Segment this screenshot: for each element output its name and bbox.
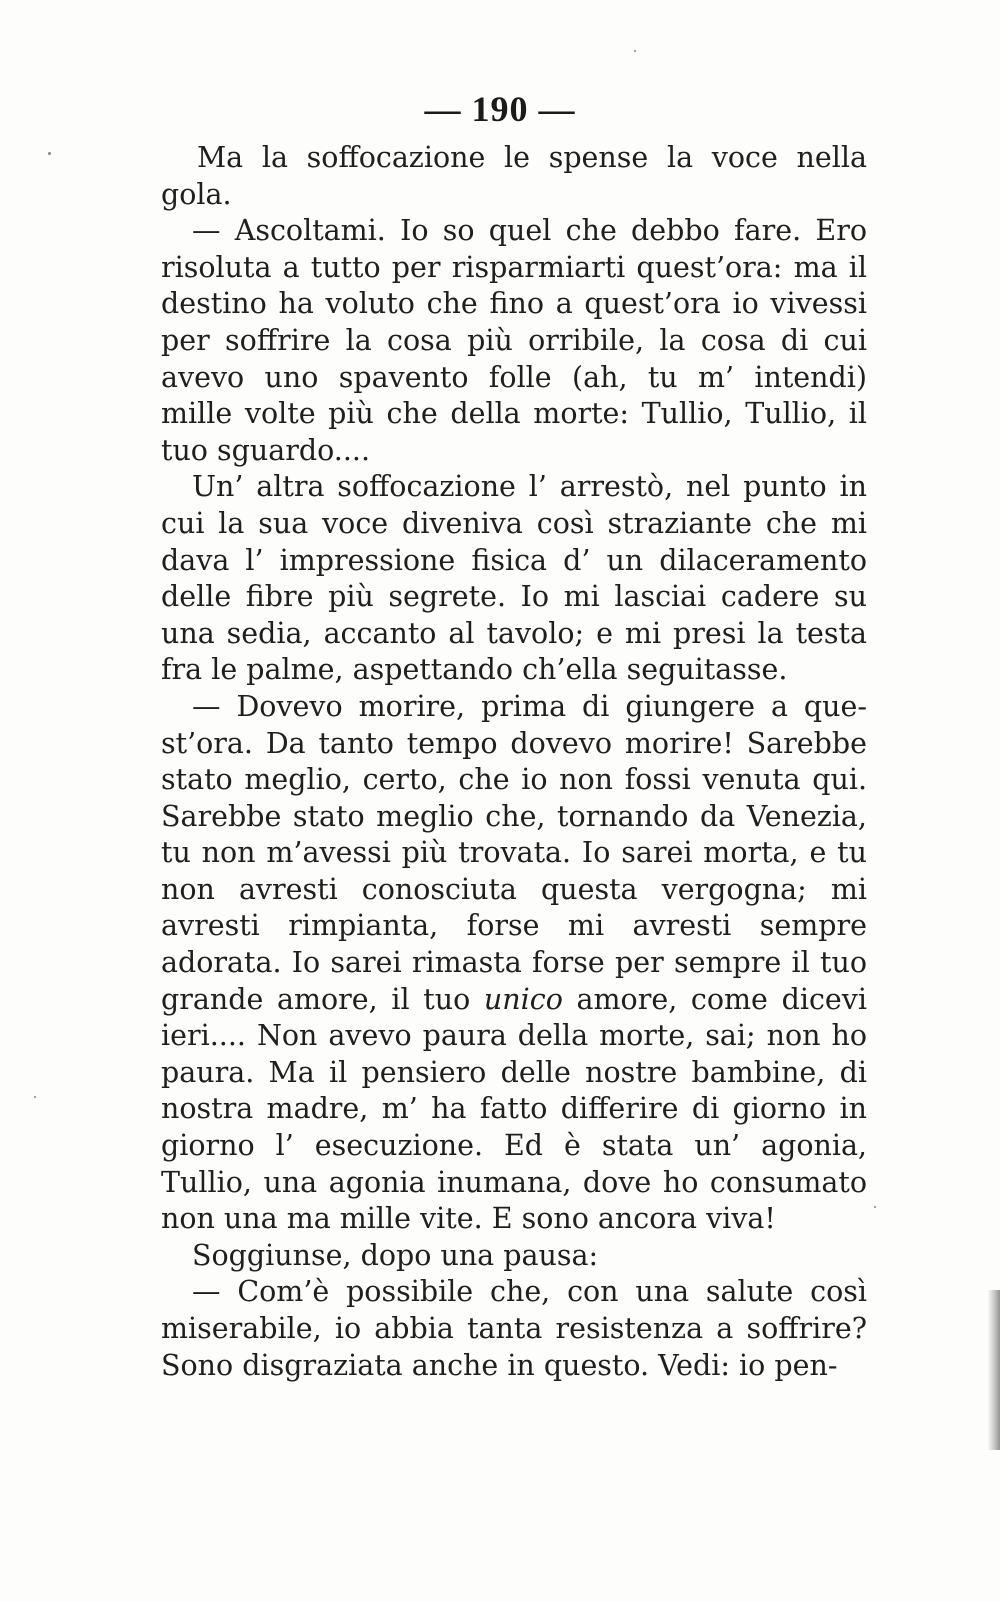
scan-speck [874, 1206, 876, 1208]
paragraph-text: Un’ altra soffocazione l’ arrestò, nel punto in cui la sua voce diveniva così straziante che mi dava l’ impressione fisica d’ un dilaceramento delle fibre più segrete. Io mi lasciai cadere su una sedia, accanto al tavolo; e mi presi la testa fra le palme, aspettando ch’ella seguitasse. [161, 470, 867, 687]
paragraph [161, 1238, 867, 1275]
paragraph [161, 469, 867, 689]
paragraph [161, 1274, 867, 1384]
scan-speck [34, 1096, 36, 1098]
paragraph [161, 689, 867, 1238]
scan-speck [634, 50, 636, 52]
paragraph-text: amore, come dicevi ieri.... Non avevo paura della morte, sai; non ho paura. Ma il pensiero delle nostre bambine, di nostra madre, m’ ha fatto differire di giorno in giorno l’ esecuzione. Ed è stata un’ agonia, Tullio, una agonia inumana, dove ho consumato non una ma mille vite. E sono ancora viva! [161, 982, 867, 1236]
paragraph-text: Soggiunse, dopo una pausa: [192, 1238, 599, 1272]
paragraph-text: — Com’è possibile che, con una salute così miserabile, io abbia tanta resistenza a soffrire? Sono disgraziata anche in questo. Vedi: io pen- [161, 1275, 867, 1382]
paragraph-text: — Dovevo morire, prima di giungere a quest’ora. Da tanto tempo dovevo morire! Sarebbe stato meglio, certo, che io non fossi venuta qui. Sarebbe stato meglio che, tornando da Venezia, tu non m’avessi più trovata. Io sarei morta, e tu non avresti conosciuta questa vergogna; mi avresti rimpianta, forse mi avresti sempre adorata. Io sarei rimasta forse per sempre il tuo grande amore, il tuo [161, 689, 867, 1016]
page-number: — 190 — [424, 89, 576, 129]
scan-speck [48, 152, 51, 155]
paragraph-text: — Ascoltami. Io so quel che debbo fare. Ero risoluta a tutto per risparmiarti quest’ora: ma il destino ha voluto che fino a quest’ora io vivessi per soffrire la cosa più orribile, la cosa di cui avevo uno spavento folle (ah, tu m’ intendi) mille volte più che della morte: Tullio, Tullio, il tuo sguardo.... [161, 214, 867, 467]
scan-edge-shadow [988, 1290, 1000, 1450]
body-text [161, 140, 867, 1384]
paragraph [161, 140, 867, 213]
paragraph-text: Ma la soffocazione le spense la voce nella gola. [161, 141, 867, 211]
emphasized-word: unico [483, 982, 563, 1016]
paragraph [161, 213, 867, 469]
